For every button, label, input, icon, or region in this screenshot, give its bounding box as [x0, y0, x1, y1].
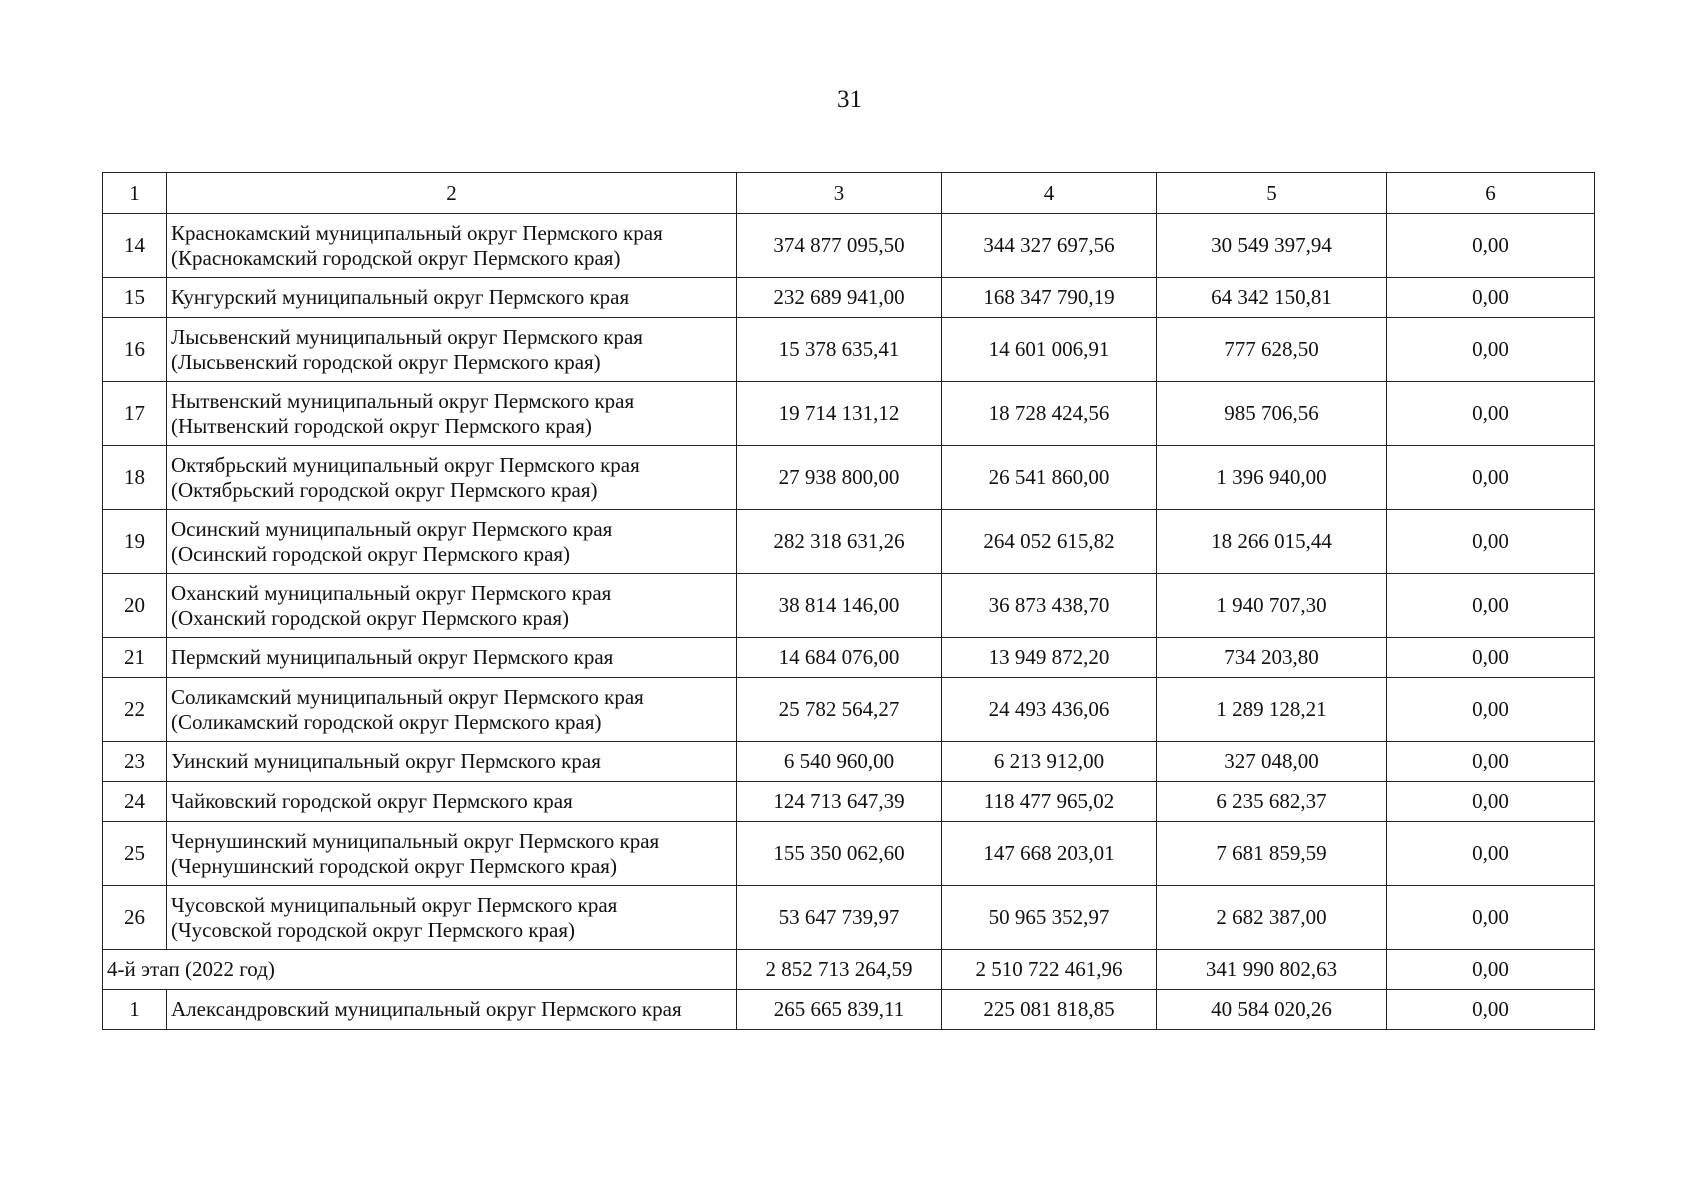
value-col-5: 40 584 020,26 [1157, 990, 1387, 1030]
municipality-name [167, 742, 737, 782]
table-row [103, 382, 1595, 446]
value-col-4: 14 601 006,91 [942, 318, 1157, 382]
value-col-5: 1 289 128,21 [1157, 678, 1387, 742]
header-col-3: 3 [737, 173, 942, 214]
municipality-name-line: Октябрьский муниципальный округ Пермского края [171, 452, 640, 477]
value-col-6: 0,00 [1387, 278, 1595, 318]
municipality-name-line: Чернушинский муниципальный округ Пермского края [171, 828, 660, 853]
table-row [103, 886, 1595, 950]
value-col-3: 374 877 095,50 [737, 214, 942, 278]
row-number: 23 [103, 742, 167, 782]
value-col-3: 53 647 739,97 [737, 886, 942, 950]
table-row [103, 574, 1595, 638]
table-row [103, 214, 1595, 278]
row-number: 19 [103, 510, 167, 574]
municipality-name [167, 318, 737, 382]
value-col-6: 0,00 [1387, 990, 1595, 1030]
municipality-name [167, 278, 737, 318]
value-col-5: 7 681 859,59 [1157, 822, 1387, 886]
value-col-5: 6 235 682,37 [1157, 782, 1387, 822]
municipality-name-line: Чайковский городской округ Пермского края [171, 789, 573, 813]
value-col-4: 344 327 697,56 [942, 214, 1157, 278]
row-number: 1 [103, 990, 167, 1030]
municipality-name [167, 990, 737, 1030]
municipality-name [167, 510, 737, 574]
row-number: 18 [103, 446, 167, 510]
value-col-4: 36 873 438,70 [942, 574, 1157, 638]
value-col-4: 118 477 965,02 [942, 782, 1157, 822]
municipality-name [167, 574, 737, 638]
value-col-6: 0,00 [1387, 446, 1595, 510]
table-row [103, 742, 1595, 782]
value-col-3: 155 350 062,60 [737, 822, 942, 886]
municipality-name-line: Чусовской муниципальный округ Пермского края [171, 892, 618, 917]
value-col-5: 30 549 397,94 [1157, 214, 1387, 278]
table-row [103, 638, 1595, 678]
row-number: 16 [103, 318, 167, 382]
table-row [103, 782, 1595, 822]
page-number: 31 [837, 86, 862, 113]
stage-total-col-5: 341 990 802,63 [1157, 950, 1387, 990]
value-col-6: 0,00 [1387, 678, 1595, 742]
municipality-name-line: Осинский муниципальный округ Пермского края [171, 516, 613, 541]
value-col-4: 168 347 790,19 [942, 278, 1157, 318]
header-col-4: 4 [942, 173, 1157, 214]
value-col-3: 15 378 635,41 [737, 318, 942, 382]
row-number: 15 [103, 278, 167, 318]
value-col-5: 64 342 150,81 [1157, 278, 1387, 318]
municipality-name-line: (Чусовской городской округ Пермского края) [171, 917, 576, 942]
row-number: 22 [103, 678, 167, 742]
municipality-name-line: Оханский муниципальный округ Пермского края [171, 580, 612, 605]
header-col-1: 1 [103, 173, 167, 214]
value-col-5: 327 048,00 [1157, 742, 1387, 782]
header-col-2: 2 [167, 173, 737, 214]
municipality-name-line: (Краснокамский городской округ Пермского края) [171, 245, 621, 270]
row-number: 14 [103, 214, 167, 278]
data-table [102, 172, 1595, 1030]
municipality-name-line: (Оханский городской округ Пермского края) [171, 605, 570, 630]
value-col-3: 124 713 647,39 [737, 782, 942, 822]
stage-total-col-6: 0,00 [1387, 950, 1595, 990]
municipality-name-line: (Нытвенский городской округ Пермского края) [171, 413, 592, 438]
municipality-name-line: (Чернушинский городской округ Пермского края) [171, 853, 617, 878]
municipality-name-line: Уинский муниципальный округ Пермского края [171, 749, 601, 773]
row-number: 26 [103, 886, 167, 950]
table-row [103, 678, 1595, 742]
table-row [103, 446, 1595, 510]
value-col-5: 2 682 387,00 [1157, 886, 1387, 950]
municipality-name-line: Лысьвенский муниципальный округ Пермского края [171, 324, 643, 349]
value-col-6: 0,00 [1387, 574, 1595, 638]
value-col-4: 225 081 818,85 [942, 990, 1157, 1030]
value-col-4: 264 052 615,82 [942, 510, 1157, 574]
header-col-5: 5 [1157, 173, 1387, 214]
table-row [103, 822, 1595, 886]
table-row [103, 318, 1595, 382]
stage-total-col-3: 2 852 713 264,59 [737, 950, 942, 990]
table-row [103, 990, 1595, 1030]
value-col-4: 6 213 912,00 [942, 742, 1157, 782]
table-header-row [103, 173, 1595, 214]
table-row [103, 278, 1595, 318]
value-col-5: 985 706,56 [1157, 382, 1387, 446]
value-col-4: 13 949 872,20 [942, 638, 1157, 678]
value-col-4: 50 965 352,97 [942, 886, 1157, 950]
municipality-name-line: (Соликамский городской округ Пермского края) [171, 709, 602, 734]
municipality-name-line: (Октябрьский городской округ Пермского края) [171, 477, 598, 502]
stage-label: 4-й этап (2022 год) [103, 950, 737, 990]
value-col-3: 6 540 960,00 [737, 742, 942, 782]
value-col-4: 24 493 436,06 [942, 678, 1157, 742]
municipality-name-line: Соликамский муниципальный округ Пермского края [171, 684, 644, 709]
row-number: 20 [103, 574, 167, 638]
value-col-4: 18 728 424,56 [942, 382, 1157, 446]
value-col-3: 27 938 800,00 [737, 446, 942, 510]
municipality-name-line: (Осинский городской округ Пермского края) [171, 541, 571, 566]
value-col-6: 0,00 [1387, 510, 1595, 574]
row-number: 25 [103, 822, 167, 886]
municipality-name-line: Кунгурский муниципальный округ Пермского края [171, 285, 630, 309]
municipality-name-line: Краснокамский муниципальный округ Пермского края [171, 220, 663, 245]
value-col-6: 0,00 [1387, 886, 1595, 950]
value-col-6: 0,00 [1387, 782, 1595, 822]
value-col-5: 1 940 707,30 [1157, 574, 1387, 638]
municipality-name [167, 382, 737, 446]
municipality-name [167, 638, 737, 678]
value-col-6: 0,00 [1387, 822, 1595, 886]
value-col-5: 18 266 015,44 [1157, 510, 1387, 574]
row-number: 24 [103, 782, 167, 822]
stage-summary-row [103, 950, 1595, 990]
municipality-name-line: Нытвенский муниципальный округ Пермского края [171, 388, 635, 413]
value-col-6: 0,00 [1387, 318, 1595, 382]
value-col-4: 26 541 860,00 [942, 446, 1157, 510]
municipality-name [167, 822, 737, 886]
municipality-name [167, 446, 737, 510]
value-col-3: 282 318 631,26 [737, 510, 942, 574]
value-col-5: 734 203,80 [1157, 638, 1387, 678]
value-col-5: 777 628,50 [1157, 318, 1387, 382]
header-col-6: 6 [1387, 173, 1595, 214]
row-number: 21 [103, 638, 167, 678]
value-col-3: 38 814 146,00 [737, 574, 942, 638]
table-row [103, 510, 1595, 574]
value-col-4: 147 668 203,01 [942, 822, 1157, 886]
municipality-name [167, 782, 737, 822]
value-col-5: 1 396 940,00 [1157, 446, 1387, 510]
value-col-6: 0,00 [1387, 638, 1595, 678]
value-col-3: 25 782 564,27 [737, 678, 942, 742]
value-col-6: 0,00 [1387, 742, 1595, 782]
municipality-name [167, 678, 737, 742]
value-col-6: 0,00 [1387, 382, 1595, 446]
value-col-3: 14 684 076,00 [737, 638, 942, 678]
value-col-3: 232 689 941,00 [737, 278, 942, 318]
municipality-name-line: (Лысьвенский городской округ Пермского края) [171, 349, 601, 374]
municipality-name-line: Пермский муниципальный округ Пермского края [171, 645, 614, 669]
municipality-name [167, 214, 737, 278]
value-col-3: 19 714 131,12 [737, 382, 942, 446]
stage-total-col-4: 2 510 722 461,96 [942, 950, 1157, 990]
value-col-3: 265 665 839,11 [737, 990, 942, 1030]
municipality-name-line: Александровский муниципальный округ Пермского края [171, 997, 682, 1021]
row-number: 17 [103, 382, 167, 446]
municipality-name [167, 886, 737, 950]
value-col-6: 0,00 [1387, 214, 1595, 278]
